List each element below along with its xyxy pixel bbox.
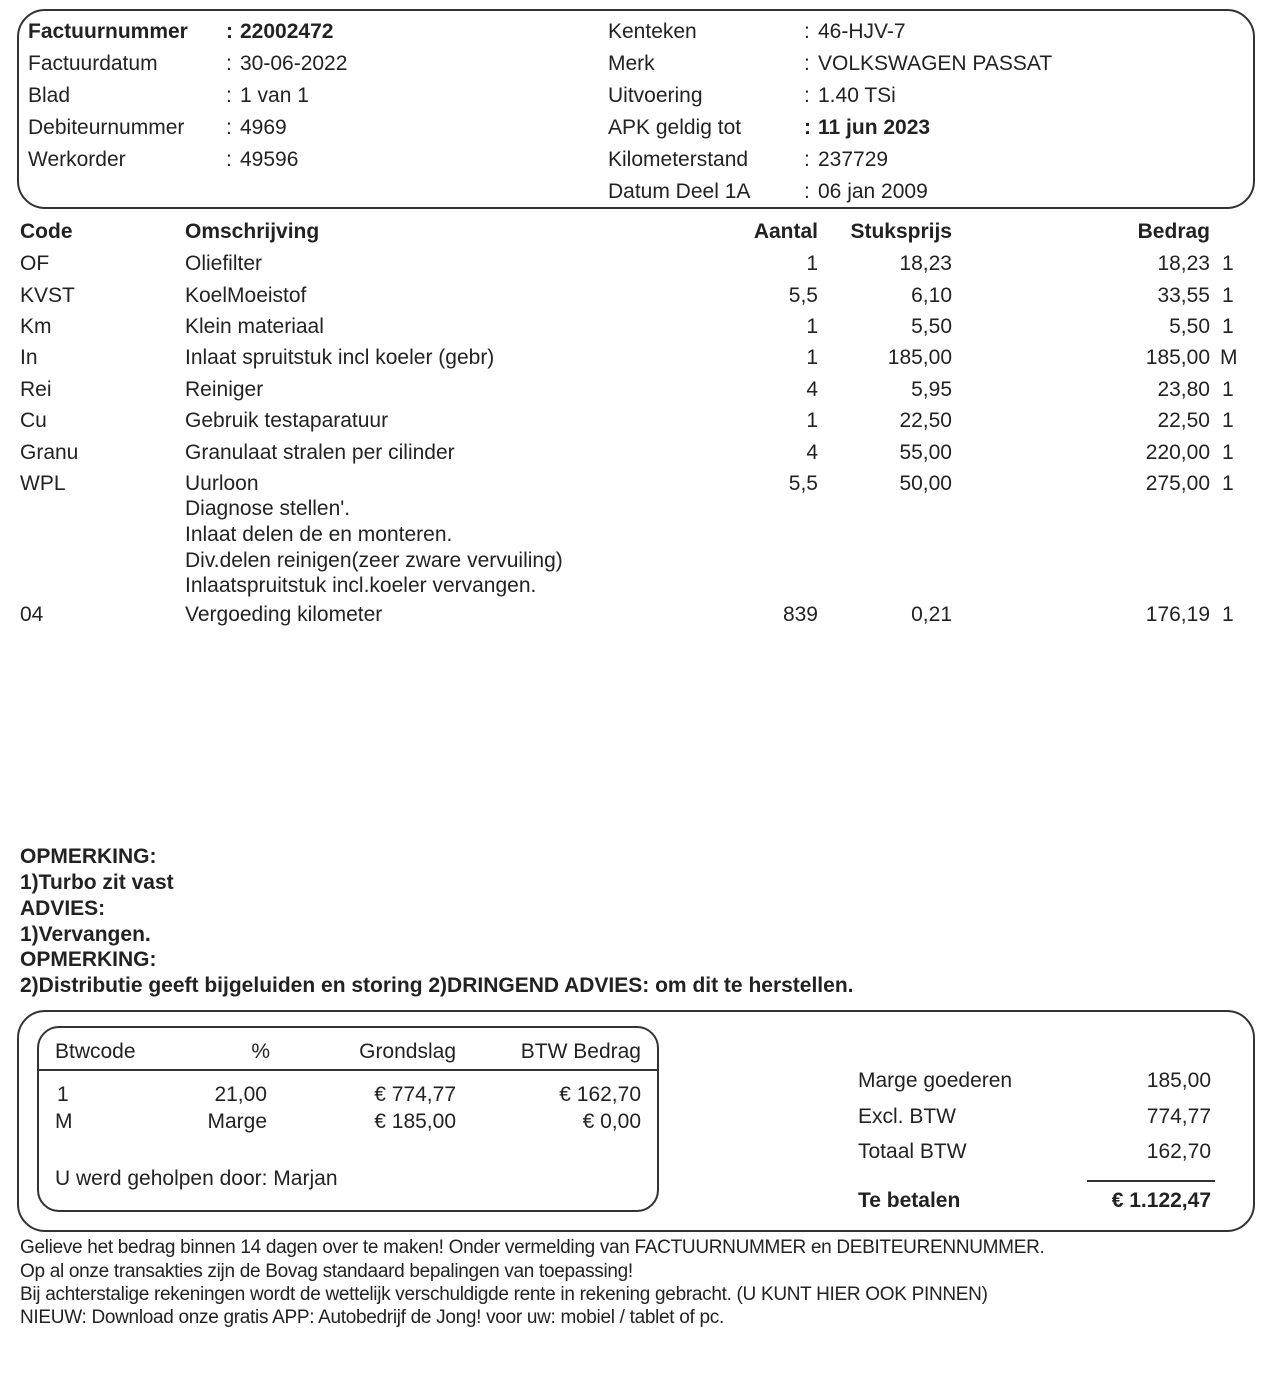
row-unit-price: 5,95 xyxy=(911,378,952,401)
separator: : xyxy=(226,84,232,107)
remark-line: ADVIES: xyxy=(20,897,106,920)
vat-row-code: 1 xyxy=(57,1083,69,1106)
work-order-label: Werkorder xyxy=(28,148,126,171)
row-unit-price: 50,00 xyxy=(899,472,952,495)
row-code: Km xyxy=(20,315,52,338)
row-vat-code: 1 xyxy=(1222,252,1234,275)
row-code: OF xyxy=(20,252,50,275)
row-amount: 23,80 xyxy=(1157,378,1210,401)
row-description: Vergoeding kilometer xyxy=(185,603,383,626)
row-unit-price: 5,50 xyxy=(911,315,952,338)
total-divider xyxy=(1087,1180,1215,1182)
remark-line: 2)Distributie geeft bijgeluiden en storing 2)DRINGEND ADVIES: om dit te herstellen. xyxy=(20,974,854,997)
separator: : xyxy=(804,180,810,203)
row-code: In xyxy=(20,346,38,369)
separator: : xyxy=(804,84,810,107)
column-header-code: Code xyxy=(20,220,73,243)
row-amount: 220,00 xyxy=(1145,441,1210,464)
row-amount: 18,23 xyxy=(1157,252,1210,275)
vat-column-code: Btwcode xyxy=(55,1040,136,1063)
mileage-label: Kilometerstand xyxy=(608,148,749,171)
vat-column-amount: BTW Bedrag xyxy=(520,1040,641,1063)
remark-line: OPMERKING: xyxy=(20,845,157,868)
vat-row-amount: € 162,70 xyxy=(559,1083,641,1106)
row-quantity: 5,5 xyxy=(788,284,818,307)
total-label: Totaal BTW xyxy=(858,1140,967,1163)
row-quantity: 1 xyxy=(806,315,818,338)
row-quantity: 1 xyxy=(806,346,818,369)
vat-row-base: € 185,00 xyxy=(374,1110,456,1133)
row-description: Reiniger xyxy=(185,378,264,401)
row-vat-code: 1 xyxy=(1222,441,1234,464)
vat-column-base: Grondslag xyxy=(359,1040,456,1063)
apk-valid-until-label: APK geldig tot xyxy=(608,116,742,139)
work-note-line: Inlaat delen de en monteren. xyxy=(185,523,453,546)
column-header-amount: Bedrag xyxy=(1137,220,1210,243)
work-note-line: Div.delen reinigen(zeer zware vervuiling) xyxy=(185,549,563,572)
separator: : xyxy=(804,116,811,139)
separator: : xyxy=(226,20,233,43)
separator: : xyxy=(226,116,232,139)
model-variant-label: Uitvoering xyxy=(608,84,703,107)
license-plate-value: 46-HJV-7 xyxy=(818,20,906,43)
invoice-date-label: Factuurdatum xyxy=(28,52,158,75)
row-description: Inlaat spruitstuk incl koeler (gebr) xyxy=(185,346,495,369)
remark-line: 1)Turbo zit vast xyxy=(20,871,174,894)
remark-line: OPMERKING: xyxy=(20,948,157,971)
footer-line: Bij achterstalige rekeningen wordt de wettelijk verschuldigde rente in rekening gebracht. (U KUNT HIER OOK PINNEN) xyxy=(20,1284,988,1305)
row-vat-code: M xyxy=(1220,346,1238,369)
page-value: 1 van 1 xyxy=(240,84,309,107)
mileage-value: 237729 xyxy=(818,148,889,171)
row-code: 04 xyxy=(20,603,44,626)
row-vat-code: 1 xyxy=(1222,315,1234,338)
total-value: 774,77 xyxy=(1146,1105,1211,1128)
row-description: Granulaat stralen per cilinder xyxy=(185,441,455,464)
row-vat-code: 1 xyxy=(1222,284,1234,307)
row-quantity: 5,5 xyxy=(788,472,818,495)
registration-date-label: Datum Deel 1A xyxy=(608,180,751,203)
row-quantity: 839 xyxy=(782,603,818,626)
row-description: Oliefilter xyxy=(185,252,263,275)
row-code: KVST xyxy=(20,284,75,307)
total-value: 162,70 xyxy=(1146,1140,1211,1163)
vat-row-percent: Marge xyxy=(207,1110,267,1133)
brand-label: Merk xyxy=(608,52,655,75)
row-amount: 5,50 xyxy=(1169,315,1210,338)
row-description: KoelMoeistof xyxy=(185,284,307,307)
row-vat-code: 1 xyxy=(1222,472,1234,495)
row-unit-price: 22,50 xyxy=(899,409,952,432)
row-amount: 185,00 xyxy=(1145,346,1210,369)
vat-row-amount: € 0,00 xyxy=(582,1110,641,1133)
registration-date-value: 06 jan 2009 xyxy=(818,180,928,203)
row-code: Rei xyxy=(20,378,52,401)
column-header-quantity: Aantal xyxy=(753,220,818,243)
helped-by-note: U werd geholpen door: Marjan xyxy=(55,1167,338,1190)
vat-row-base: € 774,77 xyxy=(374,1083,456,1106)
page-label: Blad xyxy=(28,84,71,107)
total-label: Marge goederen xyxy=(858,1069,1013,1092)
row-unit-price: 185,00 xyxy=(887,346,952,369)
row-vat-code: 1 xyxy=(1222,603,1234,626)
row-vat-code: 1 xyxy=(1222,409,1234,432)
remark-line: 1)Vervangen. xyxy=(20,923,151,946)
row-code: Granu xyxy=(20,441,79,464)
invoice-number-label: Factuurnummer xyxy=(28,20,188,43)
footer-line: Op al onze transakties zijn de Bovag standaard bepalingen van toepassing! xyxy=(20,1261,633,1282)
column-header-unit-price: Stuksprijs xyxy=(850,220,952,243)
work-note-line: Diagnose stellen'. xyxy=(185,497,351,520)
row-unit-price: 18,23 xyxy=(899,252,952,275)
debtor-number-label: Debiteurnummer xyxy=(28,116,185,139)
row-unit-price: 6,10 xyxy=(911,284,952,307)
separator: : xyxy=(226,148,232,171)
separator: : xyxy=(804,148,810,171)
grand-total-value: € 1.122,47 xyxy=(1111,1189,1211,1212)
invoice-number-value: 22002472 xyxy=(240,20,334,43)
separator: : xyxy=(804,20,810,43)
row-description: Klein materiaal xyxy=(185,315,324,338)
total-value: 185,00 xyxy=(1146,1069,1211,1092)
row-amount: 33,55 xyxy=(1157,284,1210,307)
vat-row-code: M xyxy=(55,1110,73,1133)
work-order-value: 49596 xyxy=(240,148,299,171)
separator: : xyxy=(804,52,810,75)
column-header-description: Omschrijving xyxy=(185,220,320,243)
row-vat-code: 1 xyxy=(1222,378,1234,401)
license-plate-label: Kenteken xyxy=(608,20,697,43)
row-quantity: 4 xyxy=(806,378,818,401)
apk-valid-until-value: 11 jun 2023 xyxy=(818,116,931,139)
row-code: WPL xyxy=(20,472,66,495)
work-note-line: Inlaatspruitstuk incl.koeler vervangen. xyxy=(185,574,537,597)
vat-table-divider xyxy=(37,1069,659,1071)
row-amount: 22,50 xyxy=(1157,409,1210,432)
row-code: Cu xyxy=(20,409,47,432)
model-variant-value: 1.40 TSi xyxy=(818,84,896,107)
row-amount: 275,00 xyxy=(1145,472,1210,495)
separator: : xyxy=(226,52,232,75)
grand-total-label: Te betalen xyxy=(858,1189,961,1212)
vat-row-percent: 21,00 xyxy=(214,1083,267,1106)
debtor-number-value: 4969 xyxy=(240,116,287,139)
row-unit-price: 55,00 xyxy=(899,441,952,464)
vat-column-percent: % xyxy=(251,1040,270,1063)
row-quantity: 1 xyxy=(806,409,818,432)
row-quantity: 1 xyxy=(806,252,818,275)
footer-line: NIEUW: Download onze gratis APP: Autobedrijf de Jong! voor uw: mobiel / tablet of pc. xyxy=(20,1307,724,1328)
brand-value: VOLKSWAGEN PASSAT xyxy=(818,52,1053,75)
row-description: Uurloon xyxy=(185,472,259,495)
row-amount: 176,19 xyxy=(1145,603,1210,626)
row-quantity: 4 xyxy=(806,441,818,464)
total-label: Excl. BTW xyxy=(858,1105,956,1128)
invoice-date-value: 30-06-2022 xyxy=(240,52,348,75)
row-unit-price: 0,21 xyxy=(911,603,952,626)
footer-line: Gelieve het bedrag binnen 14 dagen over te maken! Onder vermelding van FACTUURNUMMER en DEBITEURENNUMMER. xyxy=(20,1237,1045,1258)
row-description: Gebruik testaparatuur xyxy=(185,409,389,432)
